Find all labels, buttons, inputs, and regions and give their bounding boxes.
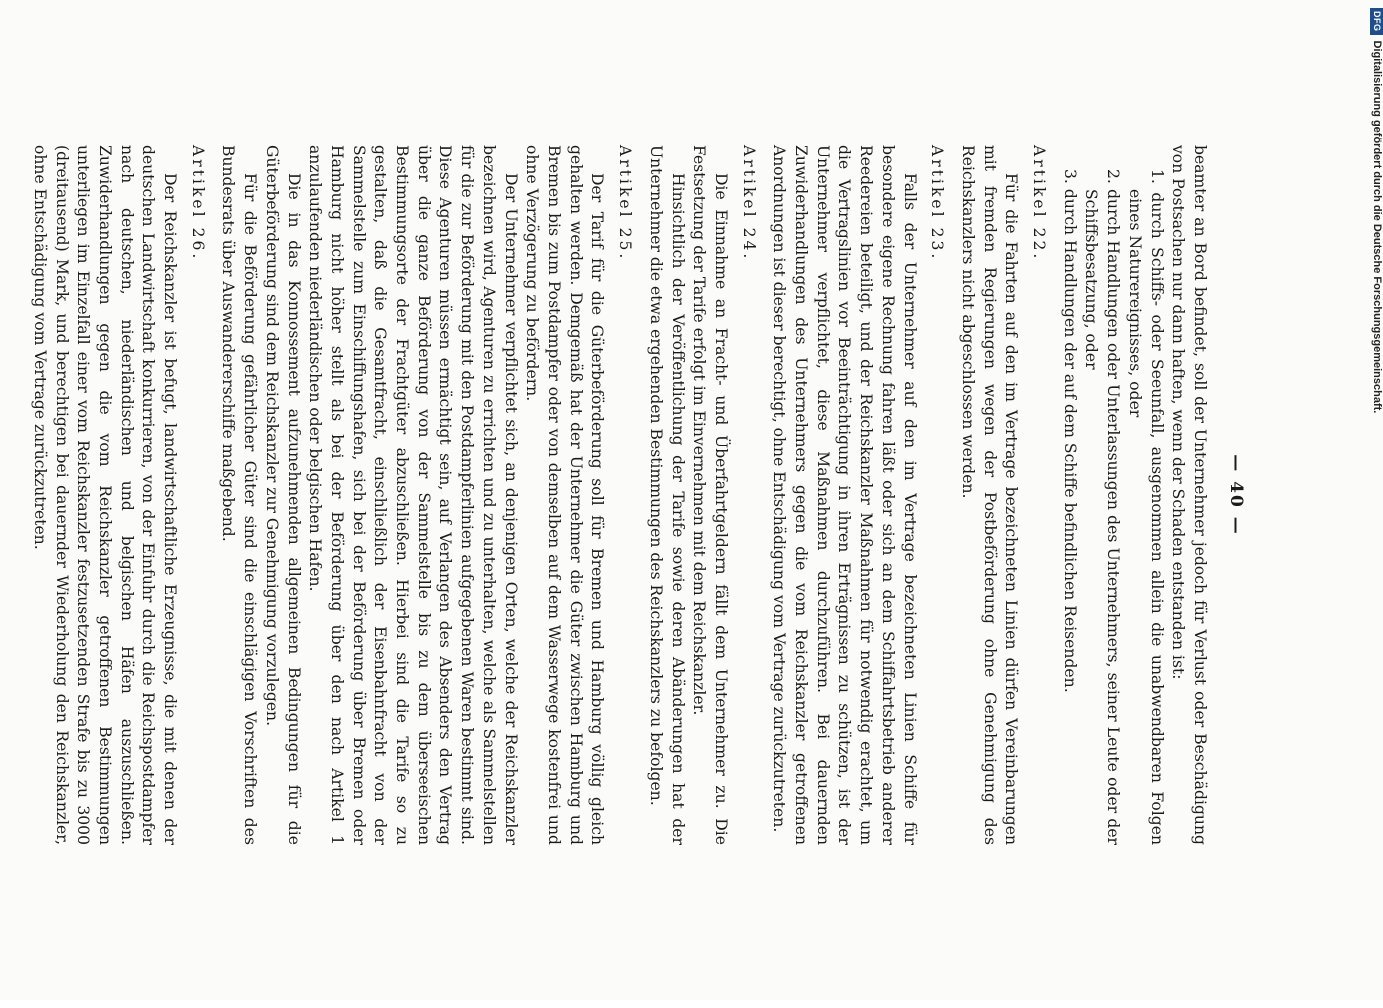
article-22-heading: Artikel 22.: [1027, 145, 1049, 845]
article-24-heading: Artikel 24.: [737, 145, 759, 845]
funding-note: Digitalisierung gefördert durch die Deutsche Forschungsgemeinschaft.: [1370, 41, 1383, 414]
dfg-logo: DFG: [1371, 8, 1383, 35]
page-number: — 40 —: [1210, 145, 1254, 845]
digitization-note: [1368, 8, 1383, 1008]
article-24-text: Hinsichtlich der Veröffentlichung der Tarife sowie deren Abänderungen hat der Unternehmer die etwa ergehenden Bestimmungen des Reichskanzlers zu befolgen.: [644, 145, 687, 845]
list-item: 3. durch Handlungen der auf dem Schiffe befindlichen Reisenden.: [1058, 145, 1080, 845]
article-26-heading: Artikel 26.: [186, 145, 208, 845]
article-26-text: Der Reichskanzler ist befugt, landwirtschaftliche Erzeugnisse, die mit denen der deutschen Landwirtschaft konkurrieren, von der Einfuhr durch die Reichspostdampfer nach deutschen, niederländischen und belgischen Häfen auszuschließen. Zuwiderhandlungen gegen die vom Reichskanzler getroffenen Bestimmungen unterliegen im Einzelfall einer vom Reichskanzler festzusetzenden Strafe bis zu 3000 (dreitausend) Mark, und berechtigen bei dauernder Wiederholung den Reichskanzler, ohne Entschädigung vom Vertrage zurückzutreten.: [28, 145, 180, 845]
article-25-text: Für die Beförderung gefährlicher Güter sind die einschlägigen Vorschriften des Bundesrats über Auswandererschiffe maßgebend.: [217, 145, 260, 845]
article-22-text: Für die Fahrten auf den im Vertrage bezeichneten Linien dürfen Vereinbarungen mit fremden Regierungen wegen der Postbeförderung ohne Genehmigung des Reichskanzlers nicht abgeschlossen werden.: [956, 145, 1021, 845]
article-24-text: Die Einnahme an Fracht- und Überfahrtgeldern fällt dem Unternehmer zu. Die Festsetzung der Tarife erfolgt im Einvernehmen mit dem Reichskanzler.: [688, 145, 731, 845]
intro-paragraph: beamter an Bord befindet, soll der Unternehmer jedoch für Verlust oder Beschädigung von Postsachen nur dann haften, wenn der Schaden entstanden ist:: [1167, 145, 1210, 845]
list-item: 2. durch Handlungen oder Unterlassungen des Unternehmers, seiner Leute oder der Schiffsbesatzung, oder: [1080, 145, 1123, 845]
document-page: [144, 145, 1254, 845]
list-item: 1. durch Schiffs- oder Seeunfall, ausgenommen allein die unabwendbaren Folgen eines Naturereignisses, oder: [1123, 145, 1166, 845]
article-23-text: Falls der Unternehmer auf den im Vertrage bezeichneten Linien Schiffe für besondere eigene Rechnung fahren läßt oder sich an dem Schiffahrtsbetrieb anderer Reedereien beteiligt, und der Reichskanzler Maßnahmen für notwendig erachtet, um die Vertragslinien vor Beeinträchtigung in ihren Erträgnissen zu schützen, ist der Unternehmer verpflichtet, diese Maßnahmen durchzuführen. Bei dauernden Zuwiderhandlungen des Unternehmers gegen die vom Reichskanzler getroffenen Anordnungen ist dieser berechtigt, ohne Entschädigung vom Vertrage zurückzutreten.: [768, 145, 920, 845]
article-25-text: Der Unternehmer verpflichtet sich, an denjenigen Orten, welche der Reichskanzler bezeichnen wird, Agenturen zu errichten und zu unterhalten, welche als Sammelstellen für die zur Beförderung mit den Postdampferlinien aufgegebenen Waren bestimmt sind. Diese Agenturen müssen ermächtigt sein, auf Verlangen des Absenders den Vertrag über die ganze Beförderung von der Sammelstelle bis zu dem überseeischen Bestimmungsorte der Frachtgüter abzuschließen. Hierbei sind die Tarife so zu gestalten, daß die Gesamtfracht, einschließlich der Eisenbahnfracht von der Sammelstelle zum Einschiffungshafen, sich bei der Beförderung über Bremen oder Hamburg nicht höher stellt als bei der Beförderung über den nach Artikel 1 anzulaufenden niederländischen oder belgischen Hafen.: [304, 145, 521, 845]
article-25-heading: Artikel 25.: [613, 145, 635, 845]
article-25-text: Die in das Konnossement aufzunehmenden allgemeinen Bedingungen für die Güterbeförderung sind dem Reichskanzler zur Genehmigung vorzulegen.: [260, 145, 303, 845]
article-25-text: Der Tarif für die Güterbeförderung soll für Bremen und Hamburg völlig gleich gehalten werden. Demgemäß hat der Unternehmer die Güter zwischen Hamburg und Bremen bis zum Postdampfer oder von demselben auf dem Wasserwege kostenfrei und ohne Verzögerung zu befördern.: [521, 145, 608, 845]
article-23-heading: Artikel 23.: [926, 145, 948, 845]
